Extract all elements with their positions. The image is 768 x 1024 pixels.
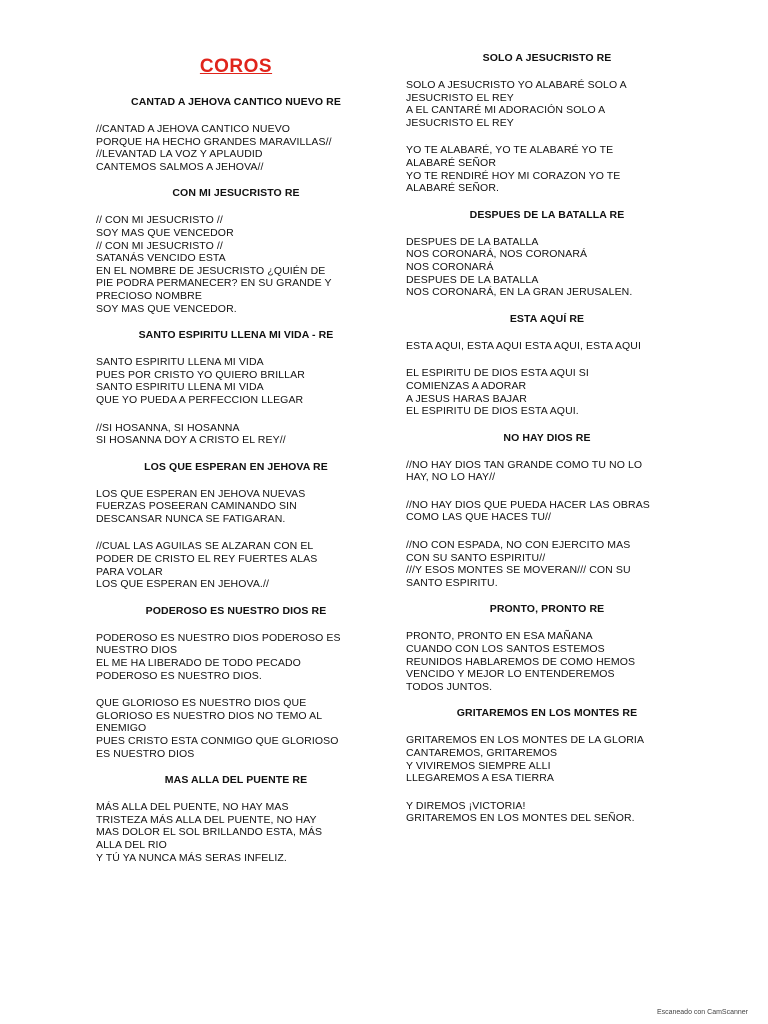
lyric-line: ALLA DEL RIO: [96, 838, 167, 851]
lyric-line: YO TE ALABARÉ, YO TE ALABARÉ YO TE: [406, 144, 614, 157]
lyric-line: PIE PODRA PERMANECER? EN SU GRANDE Y: [96, 277, 332, 290]
stanza: [96, 214, 376, 315]
lyric-line: ALABARÉ SEÑOR.: [406, 182, 500, 195]
song-block: [406, 432, 688, 590]
lyric-line: SI HOSANNA DOY A CRISTO EL REY//: [96, 434, 286, 447]
lyric-line: //LEVANTAD LA VOZ Y APLAUDID: [96, 148, 263, 161]
song-title: ESTA AQUÍ RE: [509, 312, 585, 325]
lyric-line: EN EL NOMBRE DE JESUCRISTO ¿QUIÉN DE: [96, 264, 326, 277]
lyric-line: // CON MI JESUCRISTO //: [96, 214, 223, 227]
lyric-line: FUERZAS POSEERAN CAMINANDO SIN: [96, 500, 297, 513]
lyric-line: PRECIOSO NOMBRE: [96, 289, 202, 302]
lyric-line: COMIENZAS A ADORAR: [406, 379, 527, 392]
page-title: COROS: [199, 56, 273, 77]
lyric-line: SOY MAS QUE VENCEDOR: [96, 226, 234, 239]
lyric-line: SANTO ESPIRITU LLENA MI VIDA: [96, 381, 264, 394]
lyric-line: ESTA AQUI, ESTA AQUI ESTA AQUI, ESTA AQUI: [406, 339, 641, 352]
song-title: CON MI JESUCRISTO RE: [172, 187, 300, 200]
lyric-line: DESPUES DE LA BATALLA: [406, 235, 539, 248]
song-title: DESPUES DE LA BATALLA RE: [469, 208, 625, 221]
lyric-line: ///Y ESOS MONTES SE MOVERAN/// CON SU: [406, 564, 631, 577]
stanza: [406, 734, 688, 784]
lyric-line: MAS DOLOR EL SOL BRILLANDO ESTA, MÁS: [96, 826, 323, 839]
stanza: [406, 630, 688, 693]
lyric-line: PARA VOLAR: [96, 565, 163, 578]
stanza: [96, 801, 376, 864]
stanza: [406, 236, 688, 299]
stanza: [406, 539, 688, 589]
song-block: [96, 605, 376, 760]
lyric-line: PORQUE HA HECHO GRANDES MARAVILLAS//: [96, 135, 332, 148]
stanza: [96, 632, 376, 682]
lyric-line: DESCANSAR NUNCA SE FATIGARAN.: [96, 512, 286, 525]
lyric-line: COMO LAS QUE HACES TU//: [406, 511, 552, 524]
lyric-line: //CUAL LAS AGUILAS SE ALZARAN CON EL: [96, 540, 314, 553]
lyric-line: SOY MAS QUE VENCEDOR.: [96, 302, 237, 315]
song-block: [96, 461, 376, 591]
lyric-line: YO TE RENDIRÉ HOY MI CORAZON YO TE: [406, 169, 621, 182]
stanza: [96, 422, 376, 447]
lyric-line: Y TÚ YA NUNCA MÁS SERAS INFELIZ.: [96, 851, 287, 864]
lyric-line: VENCIDO Y MEJOR LO ENTENDEREMOS: [406, 668, 615, 681]
song-title: SANTO ESPIRITU LLENA MI VIDA - RE: [138, 329, 334, 342]
right-column: [406, 52, 688, 839]
lyric-line: NUESTRO DIOS: [96, 644, 178, 657]
lyric-line: PODEROSO ES NUESTRO DIOS PODEROSO ES: [96, 631, 341, 644]
lyric-line: GRITAREMOS EN LOS MONTES DEL SEÑOR.: [406, 812, 635, 825]
song-title: CANTAD A JEHOVA CANTICO NUEVO RE: [131, 96, 341, 108]
lyric-line: ENEMIGO: [96, 722, 147, 735]
lyric-line: EL ME HA LIBERADO DE TODO PECADO: [96, 657, 301, 670]
song-block: [96, 187, 376, 315]
lyric-line: GRITAREMOS EN LOS MONTES DE LA GLORIA: [406, 734, 645, 747]
lyric-line: EL ESPIRITU DE DIOS ESTA AQUI.: [406, 405, 579, 418]
song-title: MAS ALLA DEL PUENTE RE: [164, 774, 308, 787]
lyric-line: SANTO ESPIRITU.: [406, 576, 498, 589]
lyric-line: DESPUES DE LA BATALLA: [406, 273, 539, 286]
lyric-line: NOS CORONARÁ, NOS CORONARÁ: [406, 248, 588, 261]
lyric-line: PUES CRISTO ESTA CONMIGO QUE GLORIOSO: [96, 735, 339, 747]
lyric-line: CUANDO CON LOS SANTOS ESTEMOS: [406, 643, 605, 656]
lyric-line: //NO HAY DIOS TAN GRANDE COMO TU NO LO: [406, 458, 643, 471]
song-title: LOS QUE ESPERAN EN JEHOVA RE: [144, 460, 328, 473]
lyric-line: PRONTO, PRONTO EN ESA MAÑANA: [406, 630, 593, 643]
song-block: [406, 707, 688, 825]
lyric-line: //NO CON ESPADA, NO CON EJERCITO MAS: [406, 539, 631, 552]
song-title: GRITAREMOS EN LOS MONTES RE: [456, 707, 638, 720]
left-column: [96, 52, 376, 878]
song-block: [406, 603, 688, 693]
lyric-line: LOS QUE ESPERAN EN JEHOVA.//: [96, 578, 269, 591]
stanza: [406, 459, 688, 484]
lyric-line: NOS CORONARÁ: [406, 260, 494, 273]
lyric-line: ALABARÉ SEÑOR: [406, 156, 496, 169]
stanza: [96, 356, 376, 406]
lyric-line: JESUCRISTO EL REY: [406, 116, 514, 129]
lyric-line: PUES POR CRISTO YO QUIERO BRILLAR: [96, 368, 305, 381]
lyric-line: //CANTAD A JEHOVA CANTICO NUEVO: [96, 123, 291, 135]
song-block: [96, 774, 376, 864]
lyric-line: CANTAREMOS, GRITAREMOS: [406, 747, 558, 759]
lyric-line: CANTEMOS SALMOS A JEHOVA//: [96, 160, 264, 173]
song-title: PODEROSO ES NUESTRO DIOS RE: [145, 604, 327, 617]
scanner-watermark: Escaneado con CamScanner: [656, 1009, 748, 1016]
lyric-line: REUNIDOS HABLAREMOS DE COMO HEMOS: [406, 655, 636, 668]
lyric-line: ES NUESTRO DIOS: [96, 747, 195, 760]
stanza: [406, 367, 688, 417]
song-title: NO HAY DIOS RE: [503, 431, 591, 444]
lyric-line: CON SU SANTO ESPIRITU//: [406, 551, 546, 564]
lyric-line: Y VIVIREMOS SIEMPRE ALLI: [406, 759, 551, 772]
lyric-line: LOS QUE ESPERAN EN JEHOVA NUEVAS: [96, 487, 306, 500]
lyric-line: MÁS ALLA DEL PUENTE, NO HAY MAS: [96, 801, 289, 814]
lyric-line: PODER DE CRISTO EL REY FUERTES ALAS: [96, 553, 318, 566]
lyric-line: TRISTEZA MÁS ALLA DEL PUENTE, NO HAY: [96, 813, 317, 826]
lyric-line: A JESUS HARAS BAJAR: [406, 392, 527, 405]
stanza: [406, 499, 688, 524]
lyric-line: SANTO ESPIRITU LLENA MI VIDA: [96, 356, 264, 369]
lyric-line: PODEROSO ES NUESTRO DIOS.: [96, 669, 262, 682]
lyric-line: GLORIOSO ES NUESTRO DIOS NO TEMO AL: [96, 709, 323, 722]
lyric-line: A EL CANTARÉ MI ADORACIÓN SOLO A: [406, 104, 606, 117]
lyric-line: EL ESPIRITU DE DIOS ESTA AQUI SI: [406, 367, 589, 380]
lyric-line: SATANÁS VENCIDO ESTA: [96, 252, 226, 265]
stanza: [406, 800, 688, 825]
stanza: [96, 488, 376, 526]
lyric-line: QUE YO PUEDA A PERFECCION LLEGAR: [96, 393, 304, 406]
song-block: [406, 313, 688, 418]
stanza: [96, 123, 376, 173]
song-block: [96, 96, 376, 173]
lyric-line: // CON MI JESUCRISTO //: [96, 239, 223, 252]
lyric-line: //SI HOSANNA, SI HOSANNA: [96, 421, 240, 434]
lyric-line: TODOS JUNTOS.: [406, 680, 493, 693]
song-title: PRONTO, PRONTO RE: [489, 603, 605, 616]
song-block: [406, 52, 688, 195]
stanza: [406, 79, 688, 129]
lyric-line: LLEGAREMOS A ESA TIERRA: [406, 772, 554, 785]
lyric-line: //NO HAY DIOS QUE PUEDA HACER LAS OBRAS: [406, 498, 650, 511]
stanza: [406, 340, 688, 353]
stanza: [96, 697, 376, 760]
lyric-line: Y DIREMOS ¡VICTORIA!: [406, 799, 526, 812]
lyric-line: SOLO A JESUCRISTO YO ALABARÉ SOLO A: [406, 79, 627, 91]
stanza: [96, 540, 376, 590]
song-block: [96, 329, 376, 447]
lyric-line: NOS CORONARÁ, EN LA GRAN JERUSALEN.: [406, 286, 633, 299]
stanza: [406, 144, 688, 194]
song-title: SOLO A JESUCRISTO RE: [482, 52, 612, 64]
lyric-line: HAY, NO LO HAY//: [406, 471, 496, 484]
lyric-line: QUE GLORIOSO ES NUESTRO DIOS QUE: [96, 697, 307, 710]
song-block: [406, 209, 688, 299]
lyric-line: JESUCRISTO EL REY: [406, 91, 514, 104]
